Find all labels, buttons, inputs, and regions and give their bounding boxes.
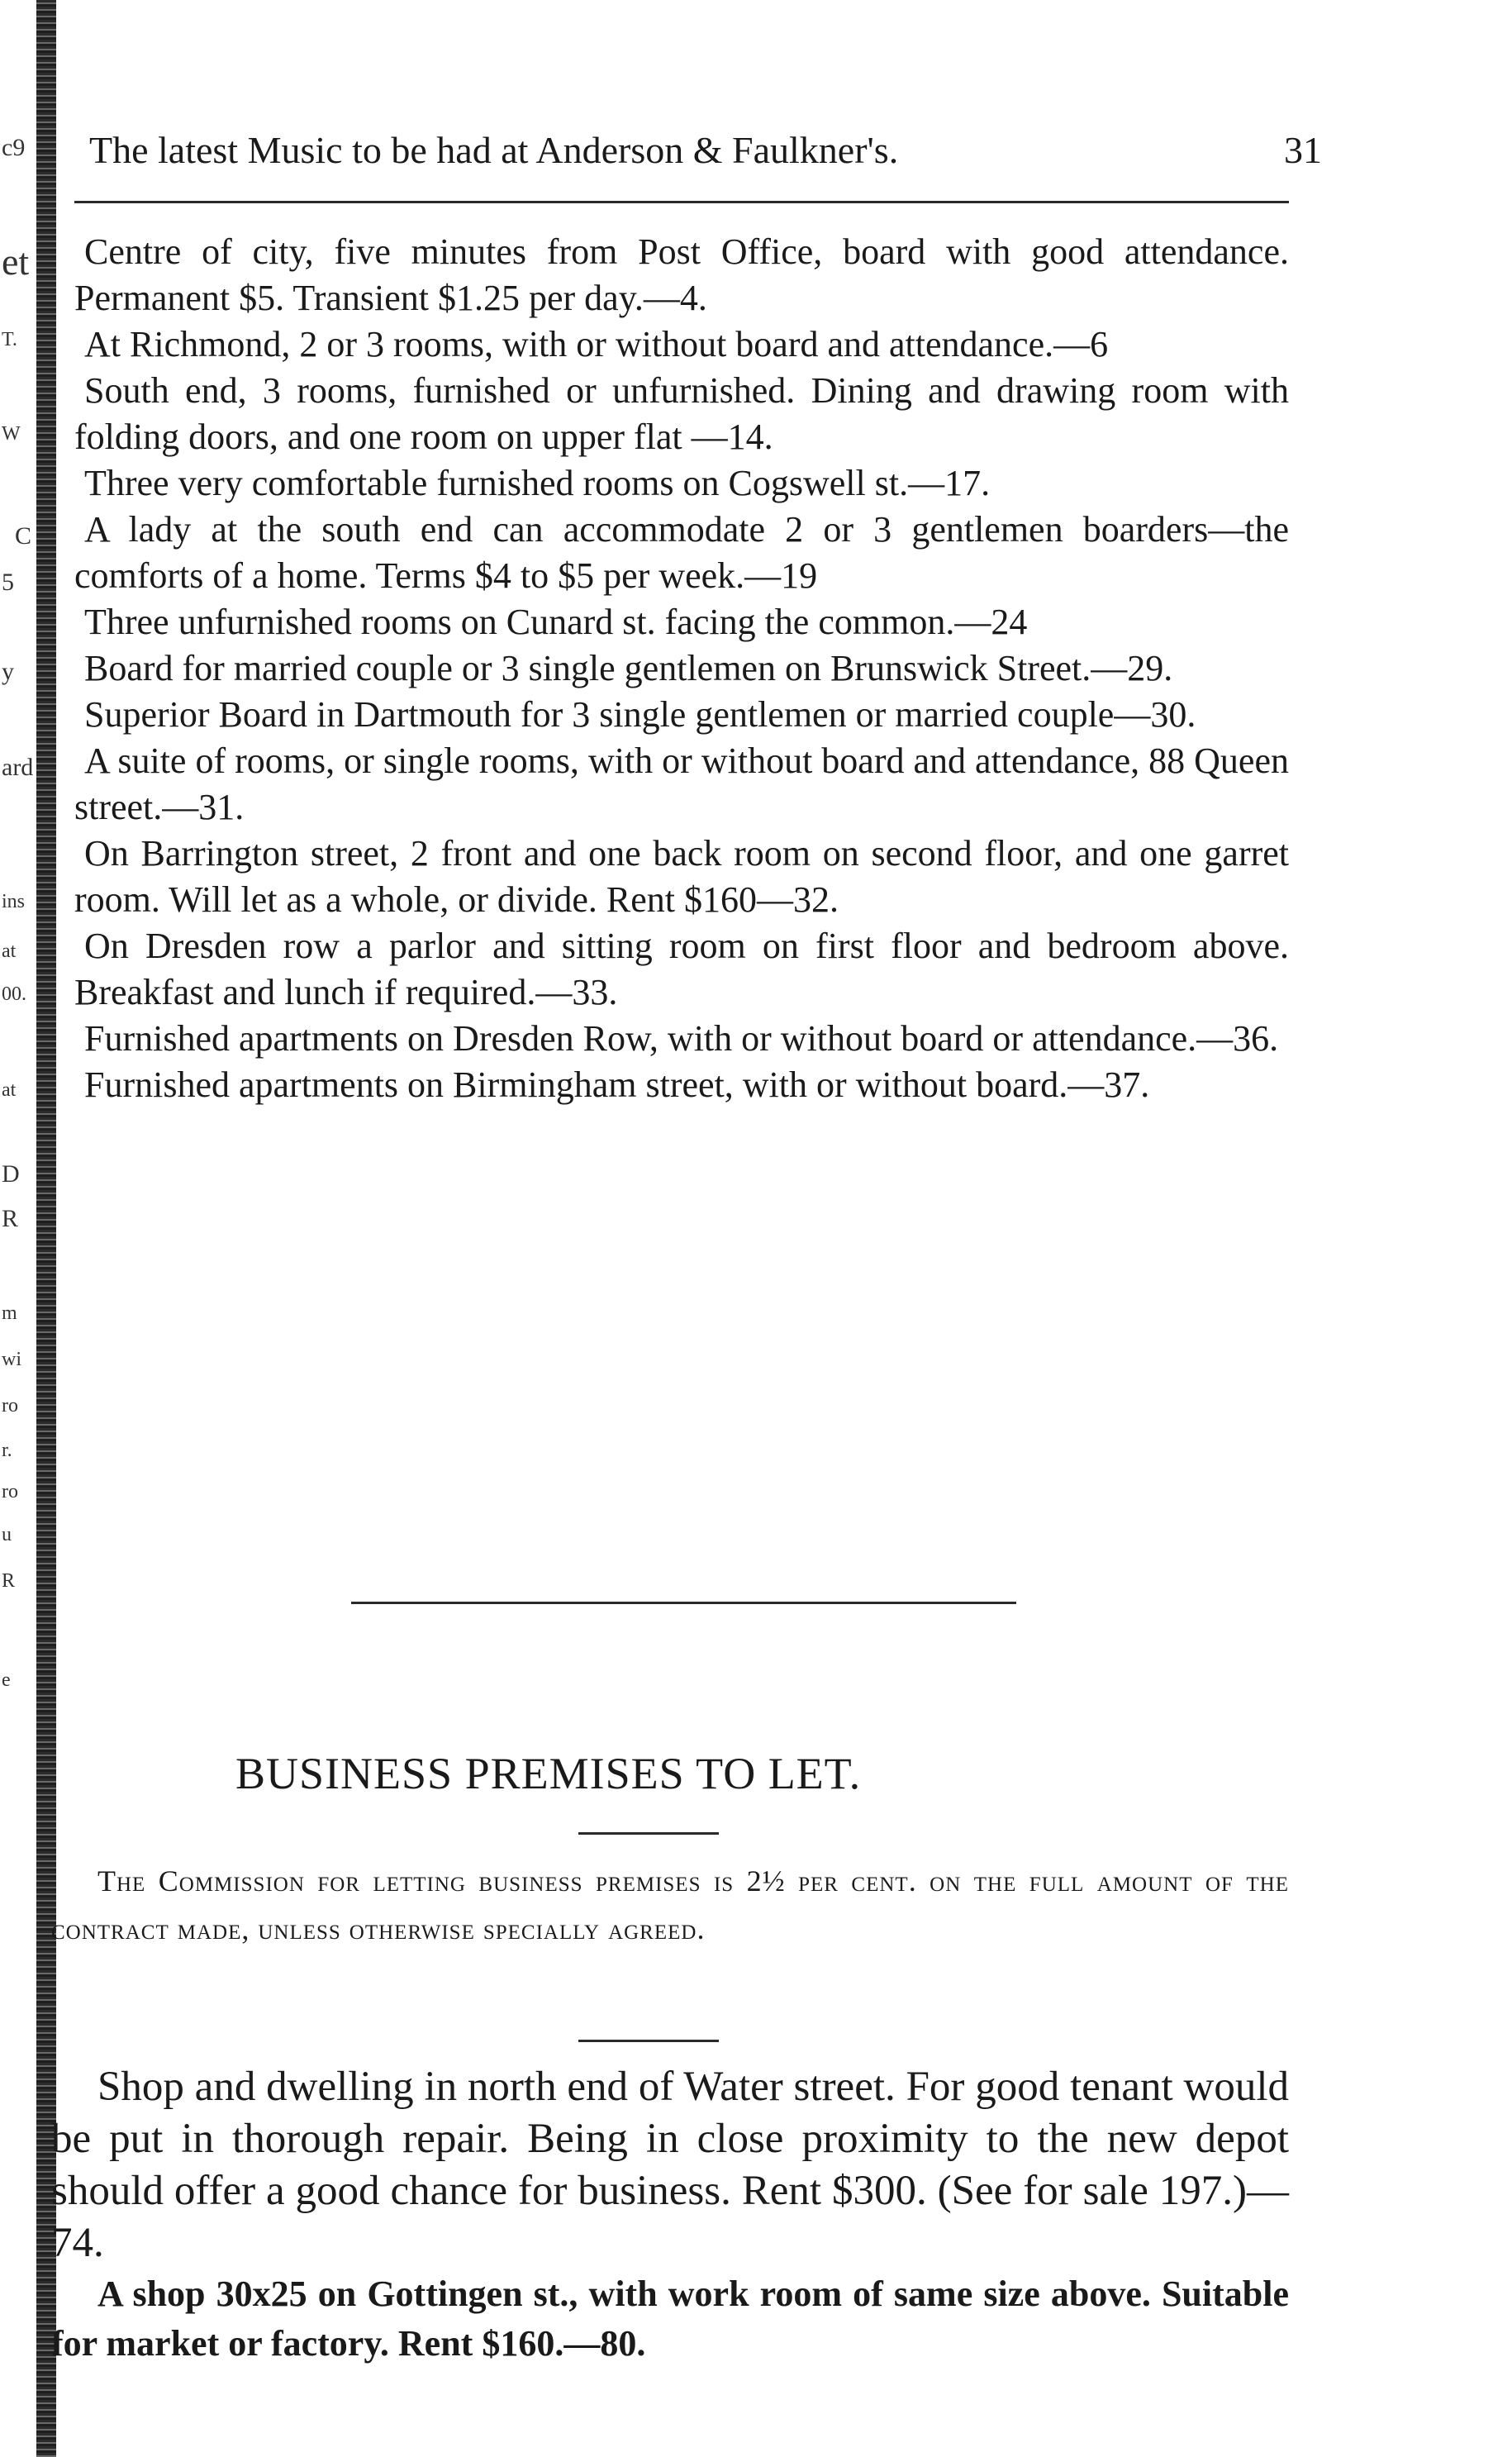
margin-fragment: e — [2, 1669, 11, 1691]
margin-fragment: u — [2, 1524, 12, 1545]
listing-item: Superior Board in Dartmouth for 3 single gentlemen or married couple—30. — [84, 694, 1196, 735]
listing-item: Board for married couple or 3 single gentlemen on Brunswick Street.—29. — [84, 648, 1173, 688]
margin-fragment: et — [2, 240, 30, 283]
margin-fragment: wi — [2, 1349, 21, 1370]
listing-item: A suite of rooms, or single rooms, with or without board and attendance, 88 Queen street.—31. — [74, 740, 1289, 827]
margin-fragment: at — [2, 940, 17, 962]
listing-item: At Richmond, 2 or 3 rooms, with or without board and attendance.—6 — [84, 324, 1109, 364]
listing-item: Shop and dwelling in north end of Water street. For good tenant would be put in thorough repair. Being in close proximity to the new depot should offer a good chance for business. Rent $300. (See for sale 197.)—74. — [51, 2064, 1289, 2266]
page-number: 31 — [1284, 129, 1322, 171]
listing-item: South end, 3 rooms, furnished or unfurnished. Dining and drawing room with folding doors, and one room on upper flat —14. — [74, 370, 1289, 457]
margin-fragment: ro — [2, 1481, 18, 1502]
listing-item: Three unfurnished rooms on Cunard st. facing the common.—24 — [84, 602, 1028, 642]
short-rule — [578, 1832, 719, 1835]
listing-item: A shop 30x25 on Gottingen st., with work room of same size above. Suitable for market or factory. Rent $160.—80. — [51, 2274, 1289, 2364]
margin-fragment: ins — [2, 891, 26, 912]
adjacent-page-fragments — [0, 0, 36, 2457]
listing-item: On Barrington street, 2 front and one back room on second floor, and one garret room. Will let as a whole, or divide. Rent $160—32. — [74, 833, 1289, 920]
margin-fragment: m — [2, 1302, 17, 1324]
listing-item: Furnished apartments on Birmingham street, with or without board.—37. — [84, 1064, 1150, 1105]
listing-item: Three very comfortable furnished rooms on Cogswell st.—17. — [84, 463, 991, 503]
margin-fragment: C — [15, 522, 32, 550]
margin-fragment: ro — [2, 1395, 18, 1417]
header-rule — [74, 201, 1289, 203]
header-title: The latest Music to be had at Anderson & Faulkner's. — [89, 129, 899, 171]
margin-fragment: D — [2, 1160, 20, 1188]
listing-item: On Dresden row a parlor and sitting room on first floor and bedroom above. Breakfast and lunch if required.—33. — [74, 926, 1289, 1012]
margin-fragment: ard — [2, 754, 34, 781]
margin-fragment: T. — [2, 329, 17, 350]
rooms-listing — [74, 229, 1289, 1108]
margin-fragment: R — [2, 1205, 19, 1232]
commission-text: The Commission for letting business premises is 2½ per cent. on the full amount of the contract made, unless otherwise specially agreed. — [51, 1864, 1289, 1945]
margin-fragment: r. — [2, 1440, 12, 1461]
commission-note — [51, 1857, 1289, 1953]
listing-item: A lady at the south end can accommodate 2 or 3 gentlemen boarders—the comforts of a home. Terms $4 to $5 per week.—19 — [74, 509, 1289, 596]
margin-fragment: c9 — [2, 134, 26, 161]
margin-fragment: at — [2, 1079, 17, 1101]
margin-fragment: 00. — [2, 983, 26, 1005]
section-divider — [351, 1602, 1016, 1604]
margin-fragment: 5 — [2, 569, 14, 596]
section-title: BUSINESS PREMISES TO LET. — [235, 1749, 862, 1798]
margin-fragment: W — [2, 423, 21, 445]
business-listing — [51, 2061, 1289, 2369]
margin-fragment: R — [2, 1570, 16, 1592]
margin-fragment: y — [2, 658, 14, 685]
listing-item: Furnished apartments on Dresden Row, with or without board or attendance.—36. — [84, 1018, 1279, 1059]
running-header — [89, 128, 1322, 178]
listing-item: Centre of city, five minutes from Post Office, board with good attendance. Permanent $5. Transient $1.25 per day.—4. — [74, 231, 1289, 318]
short-rule — [578, 2040, 719, 2042]
